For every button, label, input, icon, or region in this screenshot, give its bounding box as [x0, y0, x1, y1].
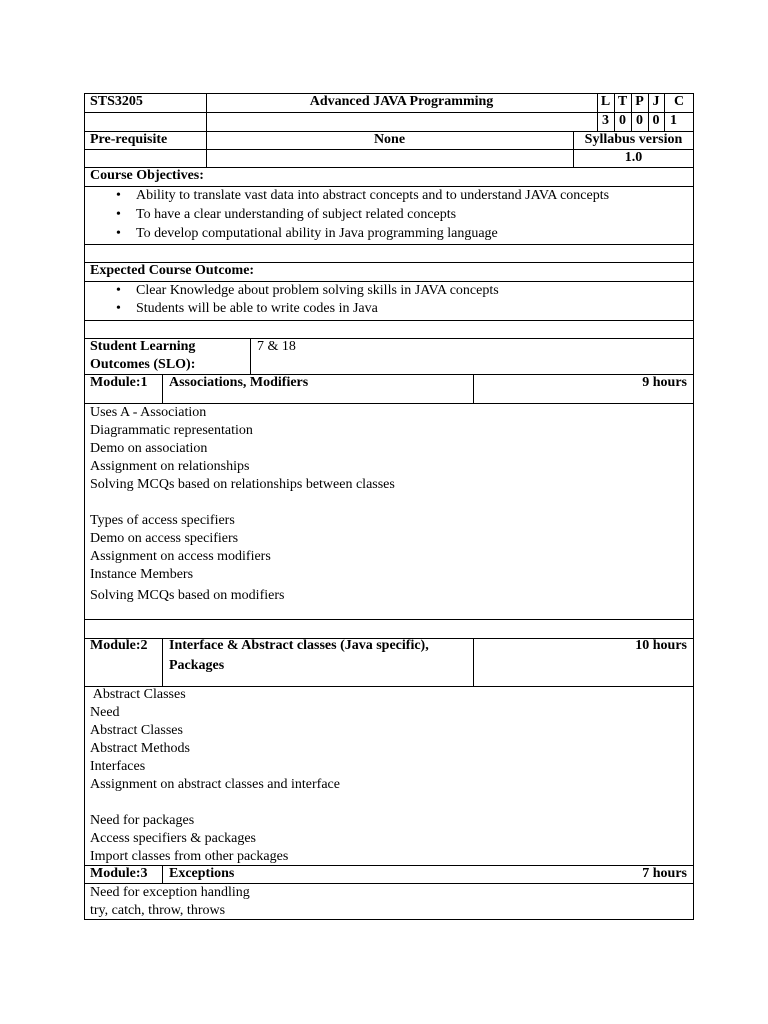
ltpjc-header-c: C [673, 94, 685, 109]
topic-line [90, 494, 395, 512]
module-topics [90, 686, 340, 866]
topic-line: Demo on access specifiers [90, 531, 239, 546]
module-topics [90, 884, 250, 920]
prereq-label: Pre-requisite [90, 132, 168, 147]
topic-line: Need for packages [90, 813, 195, 828]
ltpjc-header-p: P [635, 94, 644, 109]
topic-line: Need for exception handling [90, 885, 250, 900]
objective-item: • To have a clear understanding of subject related concepts [136, 206, 456, 224]
prereq-value: None [373, 132, 406, 147]
module-hours: 7 hours [642, 866, 687, 881]
slo-label-line2: Outcomes (SLO): [90, 357, 196, 372]
module-title: Exceptions [169, 866, 235, 881]
module-hours: 10 hours [635, 638, 687, 653]
topic-line: Abstract Classes [90, 723, 183, 738]
objective-item: • Ability to translate vast data into abstract concepts and to understand JAVA concepts [136, 187, 609, 205]
topic-line: Types of access specifiers [90, 513, 235, 528]
topic-line: Demo on association [90, 441, 208, 456]
module-title-line2: Packages [169, 658, 225, 673]
module-title: Associations, Modifiers [169, 375, 309, 390]
course-code: STS3205 [90, 94, 143, 109]
module-hours: 9 hours [642, 375, 687, 390]
course-title: Advanced JAVA Programming [309, 94, 494, 109]
topic-line: Uses A - Association [90, 405, 207, 420]
syllabus-value: 1.0 [624, 150, 643, 165]
topic-line: Assignment on relationships [90, 459, 250, 474]
topic-line: Abstract Methods [90, 741, 190, 756]
divider [162, 374, 163, 404]
ltpjc-value-l: 3 [602, 113, 609, 128]
topic-line: Assignment on access modifiers [90, 549, 271, 564]
topic-line: Instance Members [90, 567, 194, 582]
outcome-item: • Clear Knowledge about problem solving skills in JAVA concepts [136, 282, 499, 300]
outcomes-heading: Expected Course Outcome: [90, 263, 255, 278]
module-title: Interface & Abstract classes (Java specific), [169, 638, 429, 653]
divider [84, 619, 694, 620]
topic-line: Need [90, 705, 120, 720]
ltpjc-header-l: L [600, 94, 611, 109]
topic-line: try, catch, throw, throws [90, 903, 226, 918]
ltpjc-header-j: J [652, 94, 660, 109]
topic-line: Access specifiers & packages [90, 831, 256, 846]
module-label: Module:3 [90, 866, 148, 881]
divider [162, 638, 163, 687]
ltpjc-header-t: T [617, 94, 628, 109]
objectives-heading: Course Objectives: [90, 168, 204, 183]
topic-line: Import classes from other packages [90, 849, 289, 864]
divider [84, 320, 694, 321]
slo-value: 7 & 18 [257, 339, 296, 354]
module-label: Module:1 [90, 375, 148, 390]
ltpjc-value-j: 0 [652, 113, 660, 128]
outcome-item: • Students will be able to write codes in Java [136, 300, 378, 318]
topic-line: Diagrammatic representation [90, 423, 253, 438]
topic-line: Solving MCQs based on modifiers [90, 588, 285, 603]
ltpjc-value-p: 0 [636, 113, 643, 128]
divider [84, 244, 694, 245]
divider [162, 865, 163, 884]
slo-label-line1: Student Learning [90, 339, 196, 354]
divider [250, 338, 251, 375]
ltpjc-value-t: 0 [619, 113, 626, 128]
syllabus-label: Syllabus version [584, 132, 683, 147]
module-topics [90, 404, 395, 603]
topic-line: Abstract Classes [90, 687, 186, 702]
topic-line [90, 794, 340, 812]
topic-line: Interfaces [90, 759, 146, 774]
objective-item: • To develop computational ability in Java programming language [136, 225, 498, 243]
topic-line: Assignment on abstract classes and interface [90, 777, 340, 792]
module-label: Module:2 [90, 638, 148, 653]
ltpjc-value-c: 1 [670, 113, 677, 128]
topic-line: Solving MCQs based on relationships between classes [90, 477, 395, 492]
